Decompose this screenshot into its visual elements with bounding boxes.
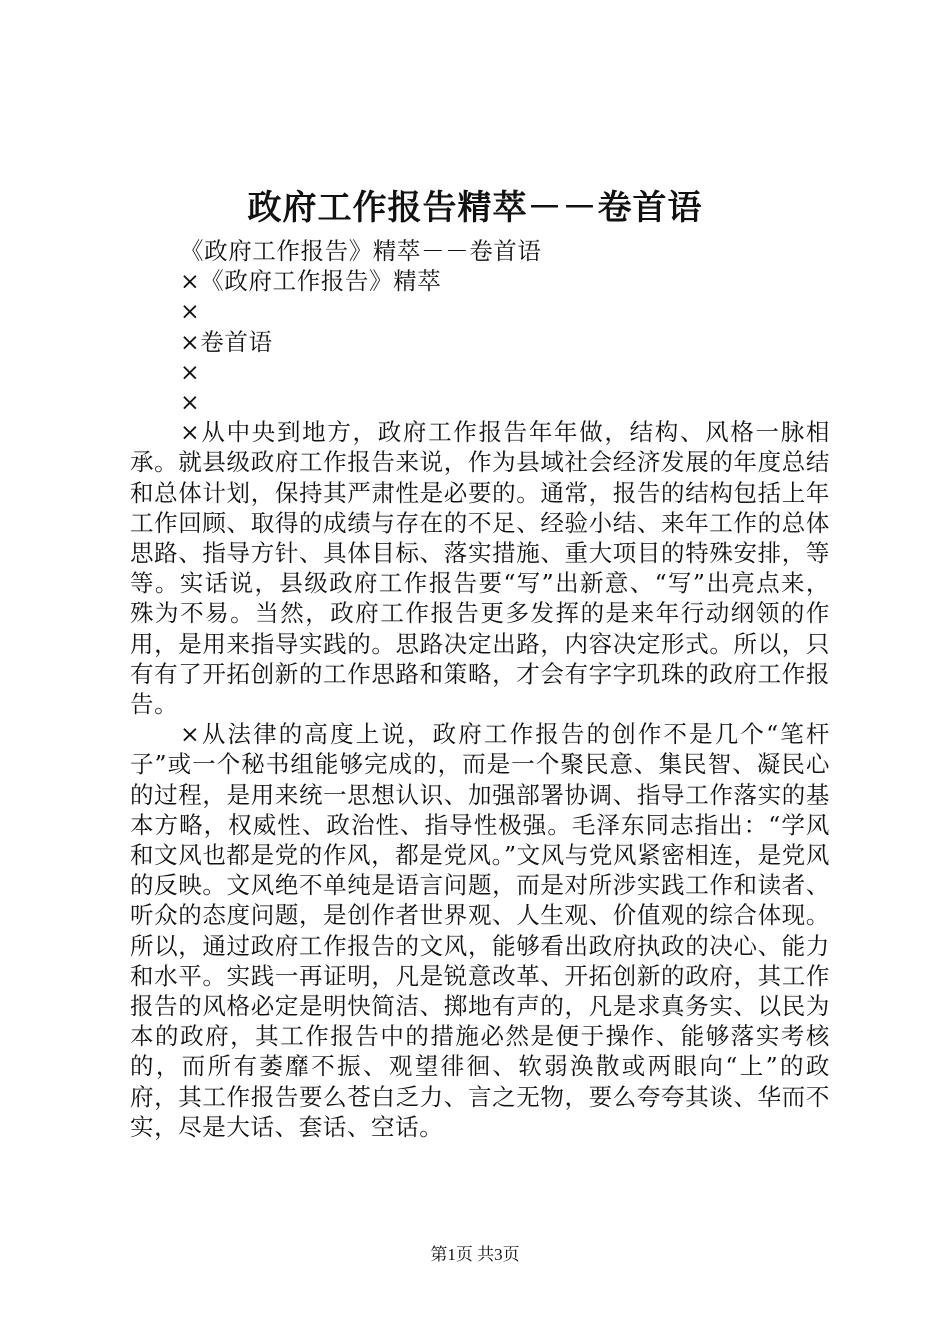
page-number: 第1页 共3页 xyxy=(430,1245,520,1264)
section-line: ×卷首语 xyxy=(180,327,273,356)
marker-line: × xyxy=(180,357,201,386)
section-line: ×《政府工作报告》精萃 xyxy=(180,267,442,296)
marker-line: × xyxy=(180,387,201,416)
document-body xyxy=(130,236,830,1142)
marker-line: × xyxy=(180,297,201,326)
body-paragraph: ×从中央到地方，政府工作报告年年做，结构、风格一脉相承。就县级政府工作报告来说，作为县域社会经济发展的年度总结和总体计划，保持其严肃性是必要的。通常，报告的结构包括上年工作回顾、取得的成绩与存在的不足、经验小结、来年工作的总体思路、指导方针、具体目标、落实措施、重大项目的特殊安排，等等。实话说，县级政府工作报告要“写”出新意、“写”出亮点来，殊为不易。当然，政府工作报告更多发挥的是来年行动纲领的作用，是用来指导实践的。思路决定出路，内容决定形式。所以，只有有了开拓创新的工作思路和策略，才会有字字玑珠的政府工作报告。 xyxy=(130,418,830,718)
document-title: 政府工作报告精萃－－卷首语 xyxy=(247,188,703,228)
subtitle-line: 《政府工作报告》精萃－－卷首语 xyxy=(180,237,542,265)
body-paragraph: ×从法律的高度上说，政府工作报告的创作不是几个“笔杆子”或一个秘书组能够完成的，而是一个聚民意、集民智、凝民心的过程，是用来统一思想认识、加强部署协调、指导工作落实的基本方略，权威性、政治性、指导性极强。毛泽东同志指出：“学风和文风也都是党的作风，都是党风。”文风与党风紧密相连，是党风的反映。文风绝不单纯是语言问题，而是对所涉实践工作和读者、听众的态度问题，是创作者世界观、人生观、价值观的综合体现。所以，通过政府工作报告的文风，能够看出政府执政的决心、能力和水平。实践一再证明，凡是锐意改革、开拓创新的政府，其工作报告的风格必定是明快简洁、掷地有声的，凡是求真务实、以民为本的政府，其工作报告中的措施必然是便于操作、能够落实考核的，而所有萎靡不振、观望徘徊、软弱涣散或两眼向“上”的政府，其工作报告要么苍白乏力、言之无物，要么夸夸其谈、华而不实，尽是大话、套话、空话。 xyxy=(130,720,830,1141)
